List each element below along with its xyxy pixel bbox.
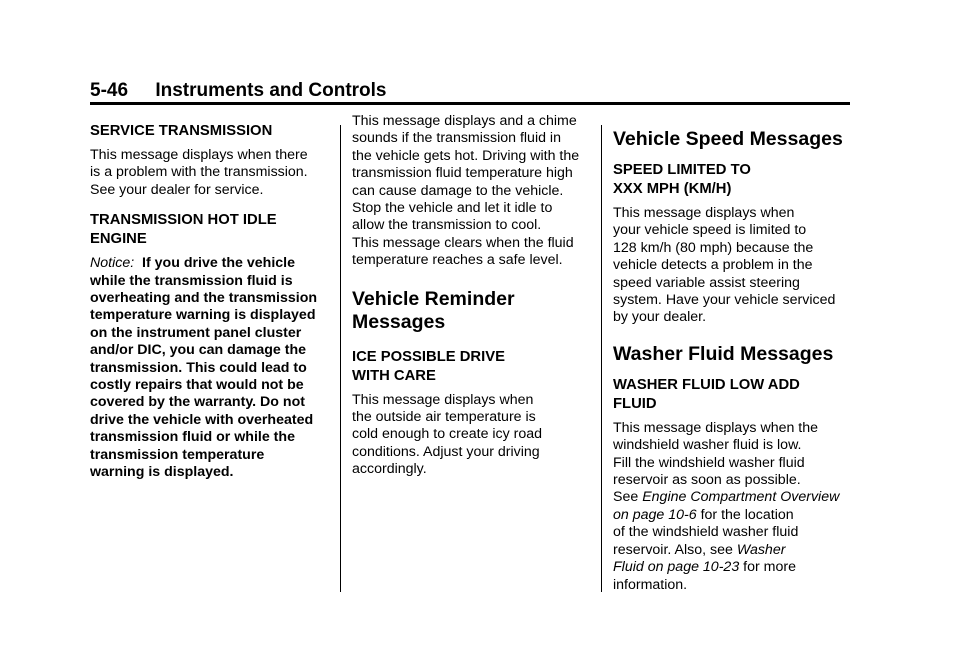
notice-paragraph [90, 255, 330, 481]
reference-link-engine-compartment[interactable]: Engine Compartment Overview [642, 489, 840, 506]
column-3 [613, 128, 853, 606]
paragraph [90, 147, 330, 199]
heading-washer-fluid-messages: Washer Fluid Messages [613, 342, 834, 365]
text-line: If you drive the vehicle [142, 255, 296, 272]
text-also-see: reservoir. Also, see [613, 541, 733, 558]
text-see: See [613, 489, 639, 506]
text-line: is a problem with the transmission. [90, 164, 308, 181]
text-line: windshield washer fluid is low. [613, 437, 802, 454]
text-line: can cause damage to the vehicle. [352, 182, 564, 199]
heading-line: WITH CARE [352, 367, 436, 384]
text-line: warning is displayed. [90, 464, 234, 481]
heading-line: ENGINE [90, 231, 147, 248]
text-line: the vehicle gets hot. Driving with the [352, 147, 580, 164]
text-line: transmission temperature [90, 446, 265, 463]
text-line: Fill the windshield washer fluid [613, 454, 805, 471]
text-line: overheating and the transmission [90, 290, 318, 307]
heading-line: ICE POSSIBLE DRIVE [352, 348, 505, 365]
text-line: sounds if the transmission fluid in [352, 130, 561, 147]
column-1 [90, 122, 330, 494]
text-line: See your dealer for service. [90, 181, 264, 198]
notice-label: Notice: [90, 255, 135, 272]
text-line: This message displays when there [90, 147, 308, 163]
heading-line: XXX MPH (KM/H) [613, 181, 732, 197]
header-rule [90, 102, 850, 105]
text-line: This message clears when the fluid [352, 234, 574, 251]
text-line: of the windshield washer fluid [613, 524, 799, 541]
text-line: temperature reaches a safe level. [352, 252, 563, 269]
heading-service-transmission: SERVICE TRANSMISSION [90, 123, 273, 139]
column-divider [601, 125, 602, 592]
heading-line: FLUID [613, 395, 657, 412]
text-line: while the transmission fluid is [90, 272, 293, 289]
page-number: 5-46 [90, 80, 129, 101]
heading-ice-possible [352, 348, 592, 386]
text-line: by your dealer. [613, 309, 707, 326]
paragraph [352, 113, 592, 270]
text-line: Stop the vehicle and let it idle to [352, 200, 553, 217]
text-line: system. Have your vehicle serviced [613, 292, 836, 309]
heading-line: WASHER FLUID LOW ADD [613, 376, 800, 393]
text-line: accordingly. [352, 461, 427, 478]
text-line: on the instrument panel cluster [90, 324, 302, 341]
column-divider [340, 125, 341, 592]
heading-line: SPEED LIMITED TO [613, 162, 751, 178]
text-line: speed variable assist steering [613, 274, 800, 291]
heading-transmission-hot-idle [90, 211, 330, 249]
text-line: 128 km/h (80 mph) because the [613, 239, 814, 256]
text-line: temperature warning is displayed [90, 307, 316, 324]
heading-washer-fluid-low [613, 376, 853, 414]
paragraph [613, 205, 853, 327]
text-line: the outside air temperature is [352, 409, 536, 426]
text-line: reservoir as soon as possible. [613, 472, 801, 489]
text-line: covered by the warranty. Do not [90, 394, 305, 411]
text-line: This message displays when the [613, 419, 819, 436]
text-line: conditions. Adjust your driving [352, 443, 540, 460]
section-title: Instruments and Controls [155, 80, 387, 101]
page-header [90, 80, 850, 102]
text-line: transmission. This could lead to [90, 359, 307, 376]
reference-link-engine-compartment-page[interactable]: on page 10-6 [613, 506, 697, 523]
paragraph [352, 392, 592, 479]
heading-vehicle-speed-messages: Vehicle Speed Messages [613, 128, 843, 150]
text-line: cold enough to create icy road [352, 426, 543, 443]
paragraph [613, 420, 853, 594]
text-line: your vehicle speed is limited to [613, 222, 807, 239]
heading-line: Vehicle Reminder [352, 287, 515, 310]
heading-vehicle-reminder-messages [352, 288, 592, 334]
text-line: drive the vehicle with overheated [90, 411, 314, 428]
text-line: vehicle detects a problem in the [613, 257, 813, 274]
text-line: This message displays when [352, 391, 534, 408]
text-line: transmission fluid or while the [90, 429, 295, 446]
heading-line: TRANSMISSION HOT IDLE [90, 212, 277, 229]
text-line: information. [613, 576, 688, 593]
heading-line: Messages [352, 310, 446, 333]
column-2 [352, 113, 592, 491]
text-line: for more [743, 559, 796, 576]
text-line: and/or DIC, you can damage the [90, 342, 307, 359]
text-line: This message displays and a chime [352, 113, 577, 129]
reference-link-washer-fluid[interactable]: Washer [736, 541, 786, 558]
reference-link-washer-fluid-page[interactable]: Fluid on page 10-23 [613, 559, 740, 576]
text-line: allow the transmission to cool. [352, 217, 542, 234]
text-line: for the location [700, 506, 794, 523]
heading-speed-limited [613, 161, 853, 199]
text-line: transmission fluid temperature high [352, 165, 573, 182]
text-line: costly repairs that would not be [90, 377, 304, 394]
text-line: This message displays when [613, 205, 795, 221]
